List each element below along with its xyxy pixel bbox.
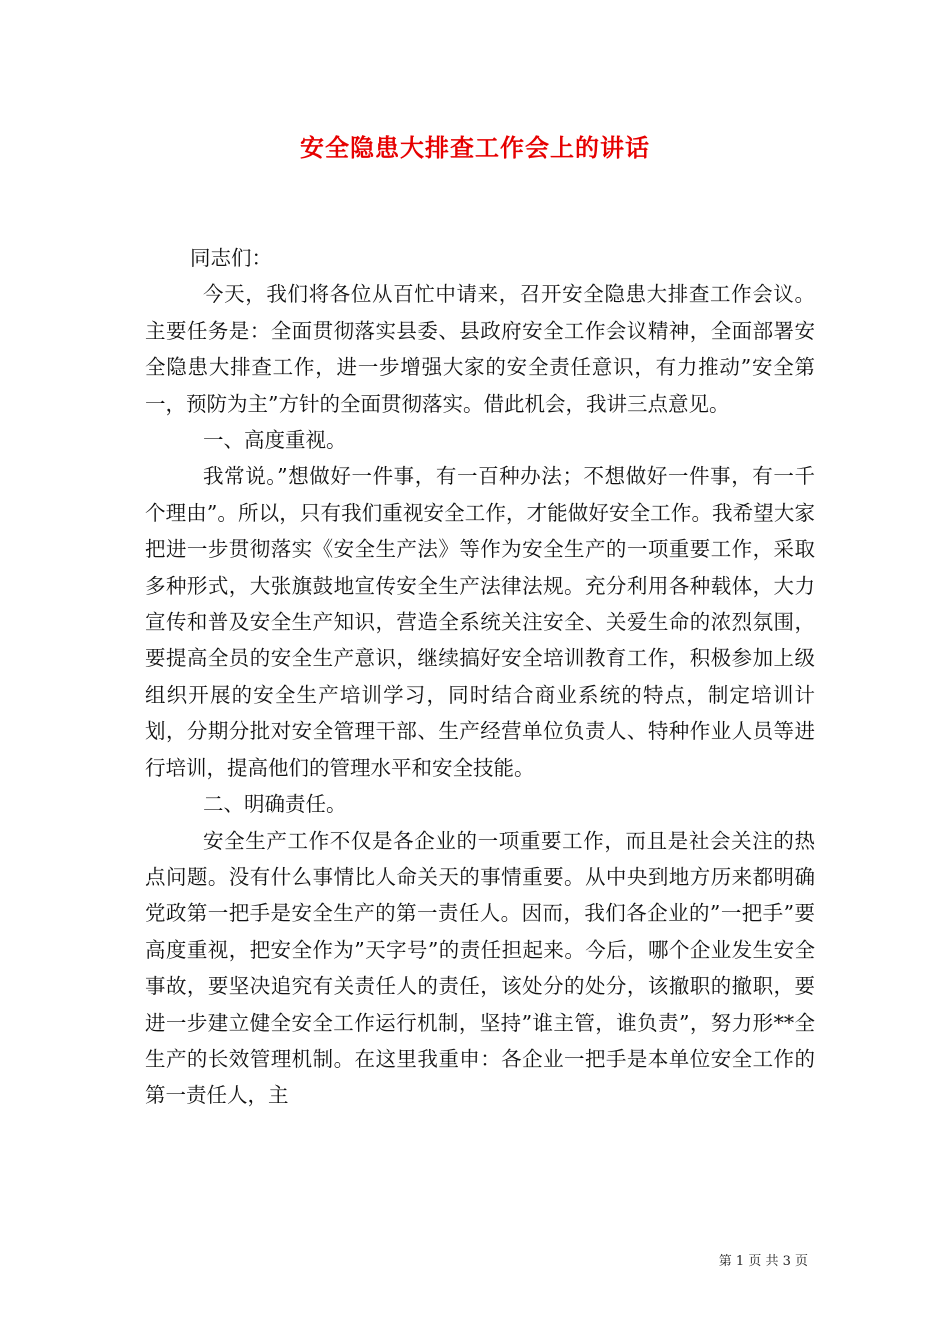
- document-title: 安全隐患大排查工作会上的讲话: [300, 133, 650, 162]
- paragraph-section-1: 我常说。”想做好一件事，有一百种办法；不想做好一件事，有一千个理由”。所以，只有我们重视安全工作，才能做好安全工作。我希望大家把进一步贯彻落实《安全生产法》等作为安全生产的一项重要工作，采取多种形式，大张旗鼓地宣传安全生产法律法规。充分利用各种载体，大力宣传和普及安全生产知识，营造全系统关注安全、关爱生命的浓烈氛围，要提高全员的安全生产意识，继续搞好安全培训教育工作，积极参加上级组织开展的安全生产培训学习，同时结合商业系统的特点，制定培训计划，分期分批对安全管理干部、生产经营单位负责人、特种作业人员等进行培训，提高他们的管理水平和安全技能。: [145, 464, 815, 780]
- section-heading-2: 二、明确责任。: [203, 792, 347, 817]
- section-heading-1: 一、高度重视。: [203, 428, 347, 453]
- paragraph-intro: 今天，我们将各位从百忙中请来，召开安全隐患大排查工作会议。主要任务是：全面贯彻落实县委、县政府安全工作会议精神，全面部署安全隐患大排查工作，进一步增强大家的安全责任意识，有力推动”安全第一，预防为主”方针的全面贯彻落实。借此机会，我讲三点意见。: [145, 282, 815, 416]
- page-number: 第 1 页 共 3 页: [718, 1254, 808, 1269]
- paragraph-section-2: 安全生产工作不仅是各企业的一项重要工作，而且是社会关注的热点问题。没有什么事情比人命关天的事情重要。从中央到地方历来都明确党政第一把手是安全生产的第一责任人。因而，我们各企业的”一把手”要高度重视，把安全作为”天字号”的责任担起来。今后，哪个企业发生安全事故，要坚决追究有关责任人的责任，该处分的处分，该撤职的撤职，要进一步建立健全安全工作运行机制，坚持”谁主管，谁负责”，努力形**全生产的长效管理机制。在这里我重申：各企业一把手是本单位安全工作的第一责任人，主: [145, 828, 815, 1108]
- salutation: 同志们：: [190, 246, 272, 270]
- document-body: [145, 240, 815, 1114]
